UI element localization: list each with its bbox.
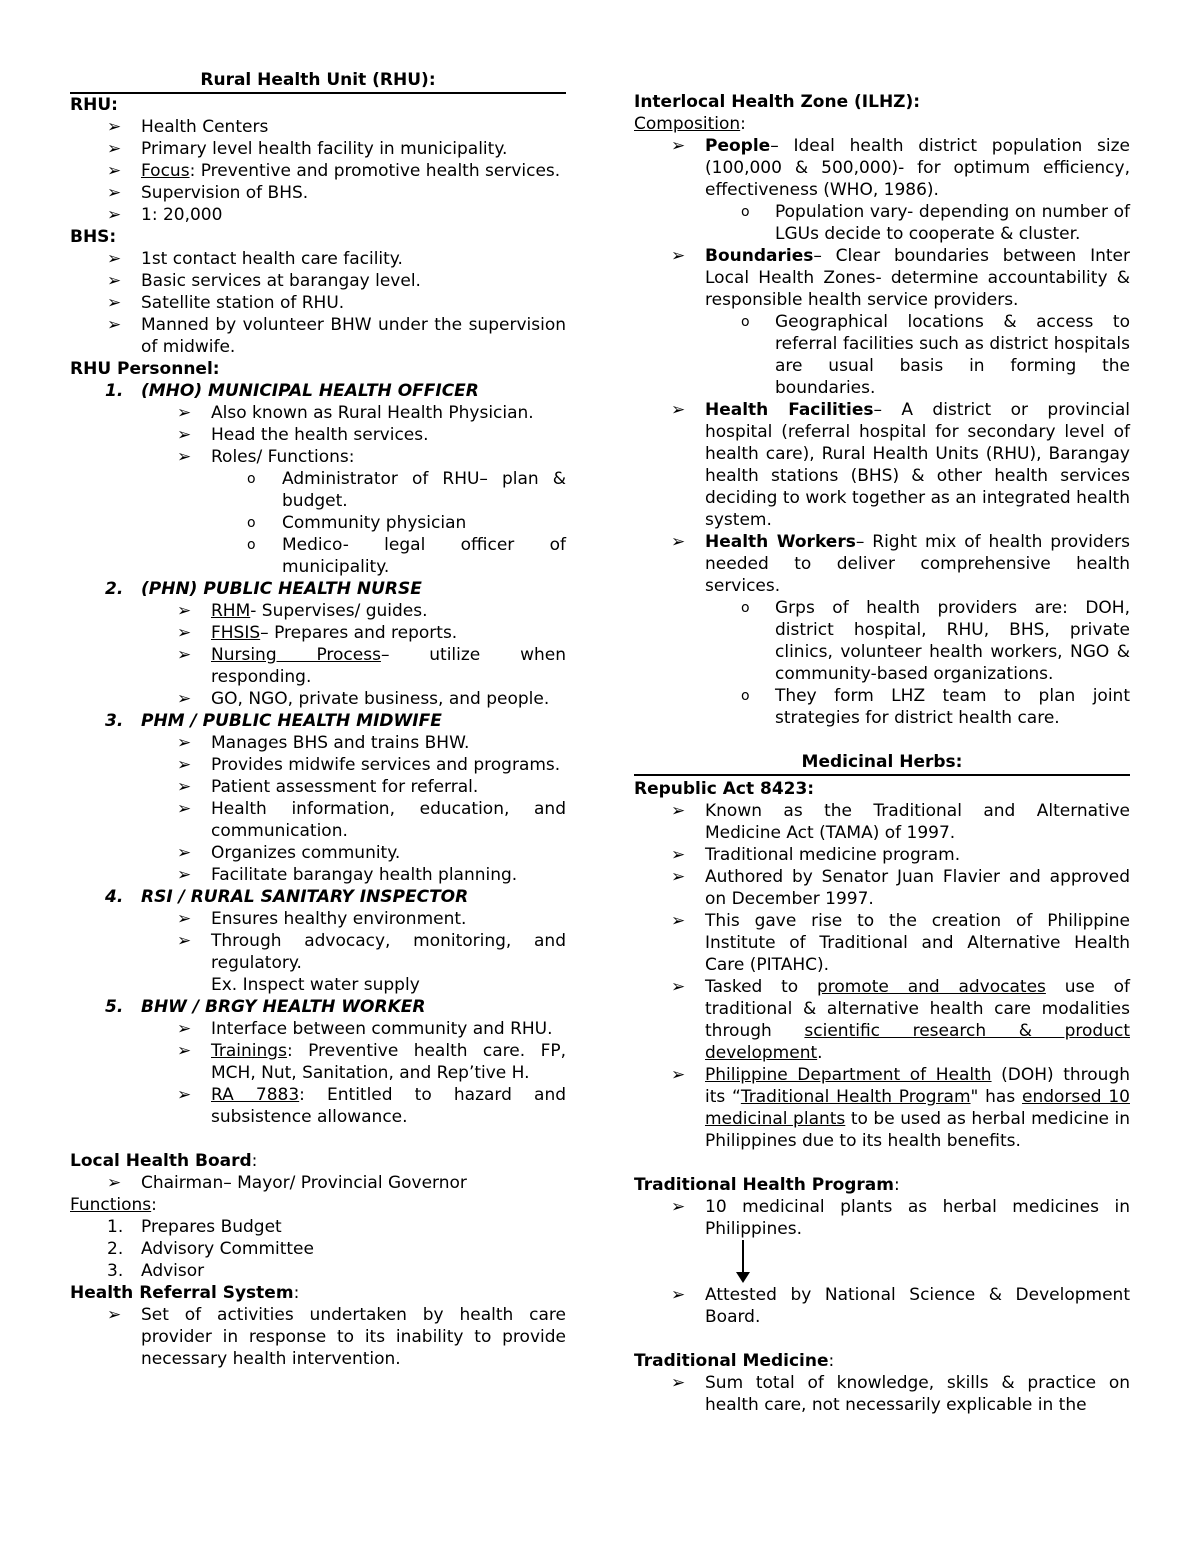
arrow-bullet-icon: ➢ — [107, 249, 122, 269]
herbs-title: Medicinal Herbs: — [801, 752, 963, 772]
arrow-bullet-icon: ➢ — [107, 1173, 122, 1193]
mho-list — [70, 402, 566, 468]
phn-item — [70, 578, 566, 600]
workers-sub-item — [634, 597, 1130, 685]
mho-item — [70, 380, 566, 402]
lhb-heading: Local Health Board — [70, 1151, 252, 1171]
facilities-label: Health Facilities — [705, 400, 874, 420]
phm-detail-text: Organizes community. — [211, 843, 401, 863]
arrow-bullet-icon: ➢ — [177, 645, 192, 665]
hrs-item-text: Set of activities undertaken by health care provider in response to its inability to provide necessary health intervention. — [141, 1305, 566, 1369]
tm-item-text: Sum total of knowledge, skills & practice on health care, not necessarily explicable in the — [705, 1373, 1130, 1415]
bhw-detail-text: : Preventive health care. FP, MCH, Nut, Sanitation, and Rep’tive H. — [211, 1041, 566, 1083]
hrs-list — [70, 1304, 566, 1370]
tm-heading-line — [634, 1350, 1130, 1372]
doh-text-d: " has — [970, 1087, 1023, 1107]
arrow-bullet-icon: ➢ — [671, 400, 686, 420]
lhb-item — [70, 1172, 566, 1194]
arrow-bullet-icon: ➢ — [177, 931, 192, 951]
mho-roles-list — [70, 468, 566, 578]
thp-heading: Traditional Health Program — [634, 1175, 894, 1195]
circle-bullet-icon: o — [247, 537, 256, 553]
rhu-item-text: Health Centers — [141, 117, 269, 137]
personnel-heading: RHU Personnel: — [70, 359, 220, 379]
rhu-item — [70, 160, 566, 182]
phm-detail-text: Facilitate barangay health planning. — [211, 865, 518, 885]
phn-detail — [70, 688, 566, 710]
arrow-bullet-icon: ➢ — [177, 777, 192, 797]
hrs-heading: Health Referral System — [70, 1283, 294, 1303]
workers-sub-item — [634, 685, 1130, 729]
down-arrow-head — [736, 1272, 750, 1283]
composition-line — [634, 113, 1130, 135]
phm-detail — [70, 776, 566, 798]
phm-detail — [70, 732, 566, 754]
phm-detail — [70, 798, 566, 842]
arrow-bullet-icon: ➢ — [177, 865, 192, 885]
rhu-item — [70, 204, 566, 226]
arrow-bullet-icon: ➢ — [671, 1373, 686, 1393]
down-arrow-icon — [634, 1240, 1130, 1284]
mho-detail-text: Head the health services. — [211, 425, 429, 445]
ra-item-text: Traditional medicine program. — [705, 845, 961, 865]
arrow-bullet-icon: ➢ — [107, 1305, 122, 1325]
workers-sub-item-text: Grps of health providers are: DOH, district hospital, RHU, BHS, private clinics, volunteer health workers, NGO & community-based organizations. — [775, 598, 1130, 684]
doh-item — [634, 1064, 1130, 1152]
arrow-bullet-icon: ➢ — [671, 1285, 686, 1305]
bhw-detail-text: : Entitled to hazard and subsistence allowance. — [211, 1085, 567, 1127]
personnel-list — [70, 380, 566, 402]
mho-detail — [70, 402, 566, 424]
arrow-bullet-icon: ➢ — [671, 1065, 686, 1085]
arrow-bullet-icon: ➢ — [177, 843, 192, 863]
ra-list-2 — [634, 976, 1130, 1152]
bhw-detail-text: Interface between community and RHU. — [211, 1019, 553, 1039]
ra-item — [634, 866, 1130, 910]
thp-item-text: Attested by National Science & Development Board. — [705, 1285, 1130, 1327]
mho-detail — [70, 446, 566, 468]
rhu-heading: RHU: — [70, 95, 118, 115]
herbs-rule — [634, 774, 1130, 776]
mho-detail — [70, 424, 566, 446]
personnel-list-5 — [70, 996, 566, 1018]
rsi-list — [70, 908, 566, 974]
tasked-text-e: . — [817, 1043, 823, 1063]
rsi-detail-text: Through advocacy, monitoring, and regulatory. — [211, 931, 566, 973]
tasked-item — [634, 976, 1130, 1064]
function-text: Advisory Committee — [141, 1239, 314, 1259]
rsi-number: 4. — [105, 887, 124, 907]
bhw-title: BHW / BRGY HEALTH WORKER — [141, 997, 426, 1017]
circle-bullet-icon: o — [741, 600, 750, 616]
bhs-item — [70, 314, 566, 358]
phm-detail — [70, 754, 566, 776]
boundaries-sub-item-text: Geographical locations & access to referral facilities such as district hospitals are usual basis in forming the boundaries. — [775, 312, 1130, 398]
phm-detail-text: Health information, education, and communication. — [211, 799, 566, 841]
arrow-bullet-icon: ➢ — [671, 801, 686, 821]
tm-colon: : — [828, 1351, 835, 1371]
arrow-bullet-icon: ➢ — [177, 403, 192, 423]
rhu-item-text: 1: 20,000 — [141, 205, 223, 225]
doh-text-a: Philippine Department of Health — [705, 1065, 992, 1085]
mho-detail-text: Also known as Rural Health Physician. — [211, 403, 534, 423]
functions-line — [70, 1194, 566, 1216]
phm-detail-text: Patient assessment for referral. — [211, 777, 479, 797]
tasked-text-b: promote and advocates — [817, 977, 1046, 997]
ra-item — [634, 800, 1130, 844]
phm-detail — [70, 864, 566, 886]
tasked-text-a: Tasked to — [705, 977, 817, 997]
hrs-heading-line — [70, 1282, 566, 1304]
workers-item — [634, 531, 1130, 597]
lhb-item-text: Chairman– Mayor/ Provincial Governor — [141, 1173, 467, 1193]
mho-role — [70, 534, 566, 578]
boundaries-sub-item — [634, 311, 1130, 399]
personnel-list-2 — [70, 578, 566, 600]
lhb-heading-line — [70, 1150, 566, 1172]
function-item — [70, 1216, 566, 1238]
facilities-item — [634, 399, 1130, 531]
tasked-text-d: scientific research & product development — [705, 1021, 1130, 1063]
circle-bullet-icon: o — [741, 204, 750, 220]
lhb-colon: : — [251, 1151, 258, 1171]
composition-list-2 — [634, 245, 1130, 311]
arrow-bullet-icon: ➢ — [671, 977, 686, 997]
bhs-item-text: Basic services at barangay level. — [141, 271, 421, 291]
spacer — [634, 729, 1130, 751]
mho-role-text: Administrator of RHU– plan & budget. — [282, 469, 566, 511]
composition-list-3 — [634, 399, 1130, 597]
boundaries-text: – Clear boundaries between Inter Local Health Zones- determine accountability & responsible health service providers. — [705, 246, 1130, 310]
mho-detail-text: Roles/ Functions: — [211, 447, 355, 467]
mho-role — [70, 512, 566, 534]
function-number: 2. — [107, 1239, 124, 1259]
rsi-detail — [70, 930, 566, 974]
bhs-item — [70, 248, 566, 270]
doh-text-e: endorsed 10 medicinal plants — [705, 1087, 1130, 1129]
bhs-list — [70, 248, 566, 358]
people-item — [634, 135, 1130, 201]
phm-list — [70, 732, 566, 886]
people-sub-item — [634, 201, 1130, 245]
arrow-bullet-icon: ➢ — [107, 205, 122, 225]
bhs-item — [70, 292, 566, 314]
arrow-bullet-icon: ➢ — [177, 623, 192, 643]
bhs-item — [70, 270, 566, 292]
phm-detail-text: Manages BHS and trains BHW. — [211, 733, 470, 753]
spacer — [634, 1152, 1130, 1174]
bhw-list — [70, 1018, 566, 1128]
function-text: Prepares Budget — [141, 1217, 282, 1237]
arrow-bullet-icon: ➢ — [107, 161, 122, 181]
phn-title: (PHN) PUBLIC HEALTH NURSE — [141, 579, 422, 599]
mho-title: (MHO) MUNICIPAL HEALTH OFFICER — [141, 381, 479, 401]
personnel-list-4 — [70, 886, 566, 908]
functions-colon: : — [151, 1195, 157, 1215]
phn-detail — [70, 622, 566, 644]
doh-text-f: to be used as herbal medicine in Philippines due to its health benefits. — [705, 1109, 1130, 1151]
thp-list-2 — [634, 1284, 1130, 1328]
workers-sub-list — [634, 597, 1130, 729]
thp-colon: : — [894, 1175, 900, 1195]
doh-text-b: (DOH) through its “ — [705, 1065, 1131, 1107]
rsi-example: Ex. Inspect water supply — [211, 975, 420, 995]
people-sub-list — [634, 201, 1130, 245]
circle-bullet-icon: o — [741, 314, 750, 330]
rhu-item-text: : Preventive and promotive health services. — [189, 161, 561, 181]
rsi-detail — [70, 908, 566, 930]
arrow-bullet-icon: ➢ — [177, 1041, 192, 1061]
bhs-heading: BHS: — [70, 227, 117, 247]
right-column — [634, 69, 1130, 1416]
functions-label: Functions — [70, 1195, 152, 1215]
phn-detail-text: – Prepares and reports. — [260, 623, 458, 643]
workers-text: – Right mix of health providers needed to deliver comprehensive health services. — [705, 532, 1130, 596]
arrow-bullet-icon: ➢ — [107, 271, 122, 291]
arrow-bullet-icon: ➢ — [671, 911, 686, 931]
rhu-list — [70, 116, 566, 226]
function-item — [70, 1238, 566, 1260]
ra-item — [634, 844, 1130, 866]
tasked-text-c: use of traditional & alternative health care modalities through — [705, 977, 1130, 1041]
function-number: 1. — [107, 1217, 124, 1237]
rsi-item — [70, 886, 566, 908]
ra-item-text: Authored by Senator Juan Flavier and approved on December 1997. — [705, 867, 1130, 909]
phn-detail-term: FHSIS — [211, 623, 261, 643]
arrow-bullet-icon: ➢ — [107, 315, 122, 335]
boundaries-item — [634, 245, 1130, 311]
phm-detail-text: Provides midwife services and programs. — [211, 755, 561, 775]
phn-number: 2. — [105, 579, 124, 599]
phn-detail — [70, 600, 566, 622]
thp-item-text: 10 medicinal plants as herbal medicines in Philippines. — [705, 1197, 1130, 1239]
arrow-bullet-icon: ➢ — [177, 733, 192, 753]
mho-role-text: Medico- legal officer of municipality. — [282, 535, 566, 577]
arrow-bullet-icon: ➢ — [107, 183, 122, 203]
people-sub-item-text: Population vary- depending on number of LGUs decide to cooperate & cluster. — [775, 202, 1130, 244]
phn-list — [70, 600, 566, 710]
arrow-bullet-icon: ➢ — [177, 601, 192, 621]
composition-list — [634, 135, 1130, 201]
ilhz-heading: Interlocal Health Zone (ILHZ): — [634, 92, 921, 112]
functions-list — [70, 1216, 566, 1282]
tm-item — [634, 1372, 1130, 1416]
bhs-item-text: Manned by volunteer BHW under the supervision of midwife. — [141, 315, 566, 357]
arrow-bullet-icon: ➢ — [107, 117, 122, 137]
mho-number: 1. — [105, 381, 124, 401]
workers-sub-item-text: They form LHZ team to plan joint strategies for district health care. — [775, 686, 1130, 728]
facilities-text: – A district or provincial hospital (referral hospital for secondary level of health care), Rural Health Units (RHU), Barangay health stations (BHS) & other health services deciding to work together as an integrated health system. — [705, 400, 1130, 530]
circle-bullet-icon: o — [247, 515, 256, 531]
phn-detail-term: Nursing Process — [211, 645, 381, 665]
spacer — [70, 1128, 566, 1150]
rhu-item — [70, 116, 566, 138]
phn-detail-text: – utilize when responding. — [211, 645, 566, 687]
function-number: 3. — [107, 1261, 124, 1281]
people-label: People — [705, 136, 771, 156]
bhw-number: 5. — [105, 997, 124, 1017]
mho-role-text: Community physician — [282, 513, 467, 533]
thp-item — [634, 1284, 1130, 1328]
arrow-bullet-icon: ➢ — [107, 139, 122, 159]
workers-label: Health Workers — [705, 532, 856, 552]
bhs-item-text: Satellite station of RHU. — [141, 293, 345, 313]
arrow-bullet-icon: ➢ — [177, 1019, 192, 1039]
function-text: Advisor — [141, 1261, 205, 1281]
ra-list — [634, 800, 1130, 976]
phm-title: PHM / PUBLIC HEALTH MIDWIFE — [141, 711, 442, 731]
boundaries-sub-list — [634, 311, 1130, 399]
rhu-item — [70, 182, 566, 204]
arrow-bullet-icon: ➢ — [177, 689, 192, 709]
spacer — [634, 69, 1130, 91]
arrow-bullet-icon: ➢ — [177, 755, 192, 775]
rhu-item-term: Focus — [141, 161, 190, 181]
composition-label: Composition — [634, 114, 741, 134]
rhu-title: Rural Health Unit (RHU): — [70, 69, 566, 94]
left-column — [70, 69, 566, 1370]
phm-detail — [70, 842, 566, 864]
composition-colon: : — [740, 114, 746, 134]
down-arrow-shaft — [742, 1240, 744, 1274]
phm-number: 3. — [105, 711, 124, 731]
rhu-item — [70, 138, 566, 160]
ra-item — [634, 910, 1130, 976]
circle-bullet-icon: o — [741, 688, 750, 704]
phn-detail-text: - Supervises/ guides. — [250, 601, 428, 621]
phm-item — [70, 710, 566, 732]
circle-bullet-icon: o — [247, 471, 256, 487]
phn-detail — [70, 644, 566, 688]
arrow-bullet-icon: ➢ — [671, 532, 686, 552]
bhs-item-text: 1st contact health care facility. — [141, 249, 403, 269]
rsi-title: RSI / RURAL SANITARY INSPECTOR — [141, 887, 469, 907]
arrow-bullet-icon: ➢ — [177, 799, 192, 819]
thp-item — [634, 1196, 1130, 1240]
arrow-bullet-icon: ➢ — [107, 293, 122, 313]
thp-list — [634, 1196, 1130, 1240]
bhw-detail — [70, 1018, 566, 1040]
ra-item-text: This gave rise to the creation of Philippine Institute of Traditional and Alternative Health Care (PITAHC). — [705, 911, 1130, 975]
people-text: – Ideal health district population size (100,000 & 500,000)- for optimum efficiency, effectiveness (WHO, 1986). — [705, 136, 1130, 200]
rhu-item-text: Primary level health facility in municipality. — [141, 139, 508, 159]
arrow-bullet-icon: ➢ — [671, 867, 686, 887]
boundaries-label: Boundaries — [705, 246, 814, 266]
thp-heading-line — [634, 1174, 1130, 1196]
bhw-detail-term: RA 7883 — [211, 1085, 300, 1105]
arrow-bullet-icon: ➢ — [671, 246, 686, 266]
rsi-detail-text: Ensures healthy environment. — [211, 909, 467, 929]
bhw-detail — [70, 1040, 566, 1084]
personnel-list-3 — [70, 710, 566, 732]
bhw-detail-term: Trainings — [211, 1041, 287, 1061]
arrow-bullet-icon: ➢ — [177, 909, 192, 929]
doh-text-c: Traditional Health Program — [740, 1087, 971, 1107]
hrs-colon: : — [293, 1283, 300, 1303]
ra-heading: Republic Act 8423: — [634, 779, 815, 799]
arrow-bullet-icon: ➢ — [671, 1197, 686, 1217]
bhw-detail — [70, 1084, 566, 1128]
ra-item-text: Known as the Traditional and Alternative Medicine Act (TAMA) of 1997. — [705, 801, 1130, 843]
hrs-item — [70, 1304, 566, 1370]
arrow-bullet-icon: ➢ — [671, 845, 686, 865]
function-item — [70, 1260, 566, 1282]
mho-role — [70, 468, 566, 512]
tm-heading: Traditional Medicine — [634, 1351, 829, 1371]
spacer — [634, 1328, 1130, 1350]
arrow-bullet-icon: ➢ — [177, 1085, 192, 1105]
phn-detail-text: GO, NGO, private business, and people. — [211, 689, 550, 709]
bhw-item — [70, 996, 566, 1018]
rhu-item-text: Supervision of BHS. — [141, 183, 309, 203]
tm-list — [634, 1372, 1130, 1416]
lhb-list — [70, 1172, 566, 1194]
phn-detail-term: RHM — [211, 601, 251, 621]
arrow-bullet-icon: ➢ — [177, 447, 192, 467]
arrow-bullet-icon: ➢ — [671, 136, 686, 156]
arrow-bullet-icon: ➢ — [177, 425, 192, 445]
